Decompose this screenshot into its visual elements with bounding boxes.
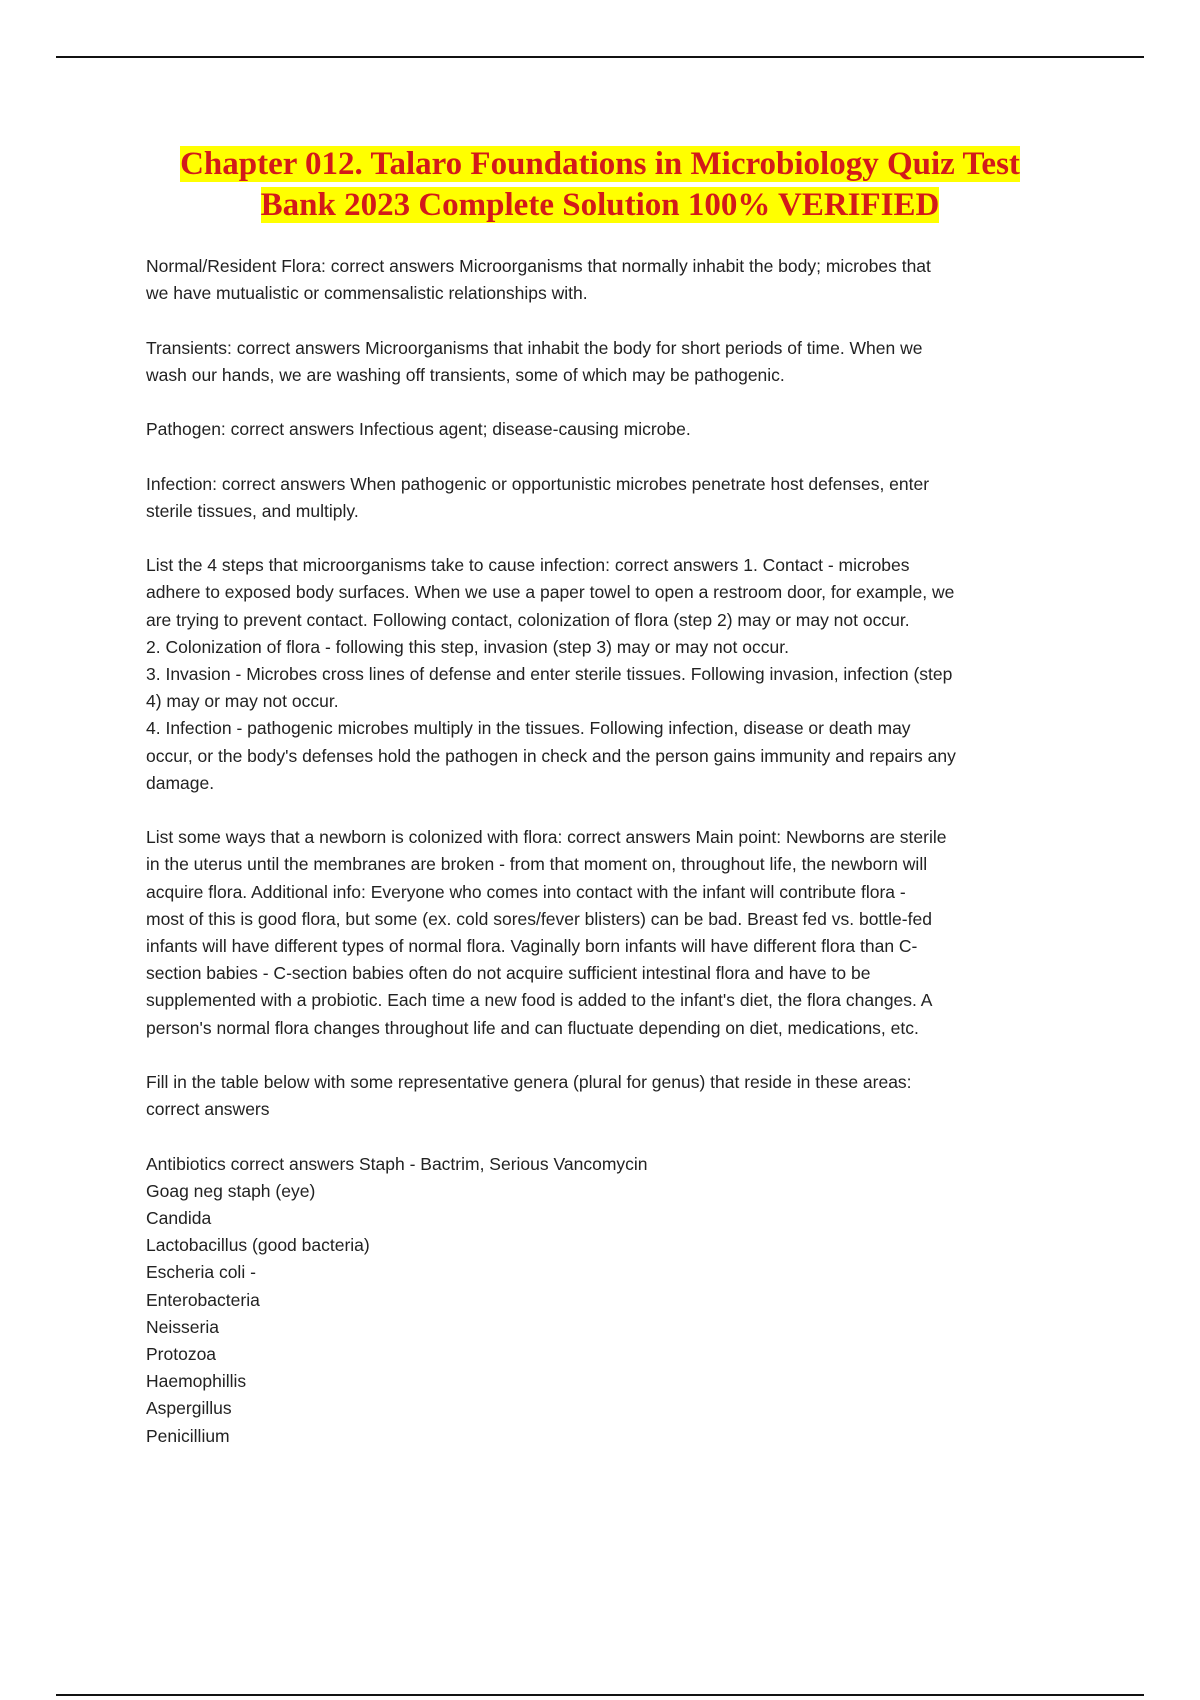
list-item: Protozoa (146, 1344, 217, 1365)
text-line: most of this is good flora, but some (ex. cold sores/fever blisters) can be bad. Breast fed vs. bottle-fed (146, 908, 932, 929)
text-line: 4. Infection - pathogenic microbes multiply in the tissues. Following infection, disease or death may (146, 718, 911, 739)
text-line: occur, or the body's defenses hold the pathogen in check and the person gains immunity and repairs any (146, 745, 956, 766)
list-item: Penicillium (146, 1425, 230, 1446)
text-line: List some ways that a newborn is colonized with flora: correct answers Main point: Newborns are sterile (146, 827, 947, 848)
text-line: infants will have different types of normal flora. Vaginally born infants will have different flora than C- (146, 936, 918, 956)
list-item: Candida (146, 1208, 212, 1228)
list-item: Neisseria (146, 1316, 219, 1337)
text-line: acquire flora. Additional info: Everyone who comes into contact with the infant will contribute flora - (146, 881, 906, 902)
paragraph-antibiotics-list (146, 1151, 1096, 1450)
text-line: Fill in the table below with some representative genera (plural for genus) that reside in these areas: (146, 1072, 912, 1092)
list-item: Haemophillis (146, 1371, 247, 1392)
text-line: wash our hands, we are washing off transients, some of which may be pathogenic. (146, 364, 785, 385)
list-item: Goag neg staph (eye) (146, 1180, 316, 1201)
text-line: person's normal flora changes throughout life and can fluctuate depending on diet, medications, etc. (146, 1017, 919, 1038)
text-line: sterile tissues, and multiply. (146, 500, 359, 521)
list-item: Aspergillus (146, 1398, 232, 1419)
paragraph-pathogen (146, 416, 1096, 443)
paragraph-four-steps (146, 552, 1096, 797)
paragraph-infection (146, 471, 1096, 525)
text-line: are trying to prevent contact. Following contact, colonization of flora (step 2) may or may not occur. (146, 609, 910, 630)
text-line: 2. Colonization of flora - following this step, invasion (step 3) may or may not occur. (146, 636, 789, 657)
text-line: Transients: correct answers Microorganisms that inhabit the body for short periods of time. When we (146, 337, 923, 358)
text-line: adhere to exposed body surfaces. When we use a paper towel to open a restroom door, for example, we (146, 582, 955, 603)
text-line: List the 4 steps that microorganisms take to cause infection: correct answers 1. Contact - microbes (146, 555, 910, 576)
paragraph-newborn (146, 824, 1096, 1042)
paragraph-transients (146, 335, 1096, 389)
text-line: correct answers (146, 1099, 270, 1120)
top-divider (56, 56, 1144, 58)
bottom-divider (56, 1694, 1144, 1696)
list-item: Lactobacillus (good bacteria) (146, 1235, 370, 1256)
text-line: Normal/Resident Flora: correct answers Microorganisms that normally inhabit the body; microbes that (146, 256, 931, 276)
list-item: Antibiotics correct answers Staph - Bactrim, Serious Vancomycin (146, 1153, 648, 1174)
title-line-2: Bank 2023 Complete Solution 100% VERIFIED (260, 187, 940, 223)
paragraph-fill-table (146, 1069, 1096, 1123)
paragraph-normal-flora (146, 253, 1096, 307)
text-line: 4) may or may not occur. (146, 691, 339, 712)
text-line: in the uterus until the membranes are broken - from that moment on, throughout life, the newborn will (146, 854, 928, 875)
document-title (100, 144, 1100, 226)
title-line-1: Chapter 012. Talaro Foundations in Microbiology Quiz Test (180, 146, 1020, 182)
text-line: Pathogen: correct answers Infectious agent; disease-causing microbe. (146, 419, 691, 440)
list-item: Escheria coli - (146, 1262, 256, 1283)
text-line: we have mutualistic or commensalistic relationships with. (146, 283, 588, 304)
text-line: Infection: correct answers When pathogenic or opportunistic microbes penetrate host defenses, enter (146, 473, 930, 494)
text-line: 3. Invasion - Microbes cross lines of defense and enter sterile tissues. Following invasion, infection (step (146, 663, 953, 684)
list-item: Enterobacteria (146, 1289, 260, 1310)
text-line: section babies - C-section babies often do not acquire sufficient intestinal flora and have to be (146, 963, 871, 984)
text-line: damage. (146, 772, 215, 793)
text-line: supplemented with a probiotic. Each time a new food is added to the infant's diet, the flora changes. A (146, 990, 933, 1011)
document-body (146, 253, 1096, 1477)
